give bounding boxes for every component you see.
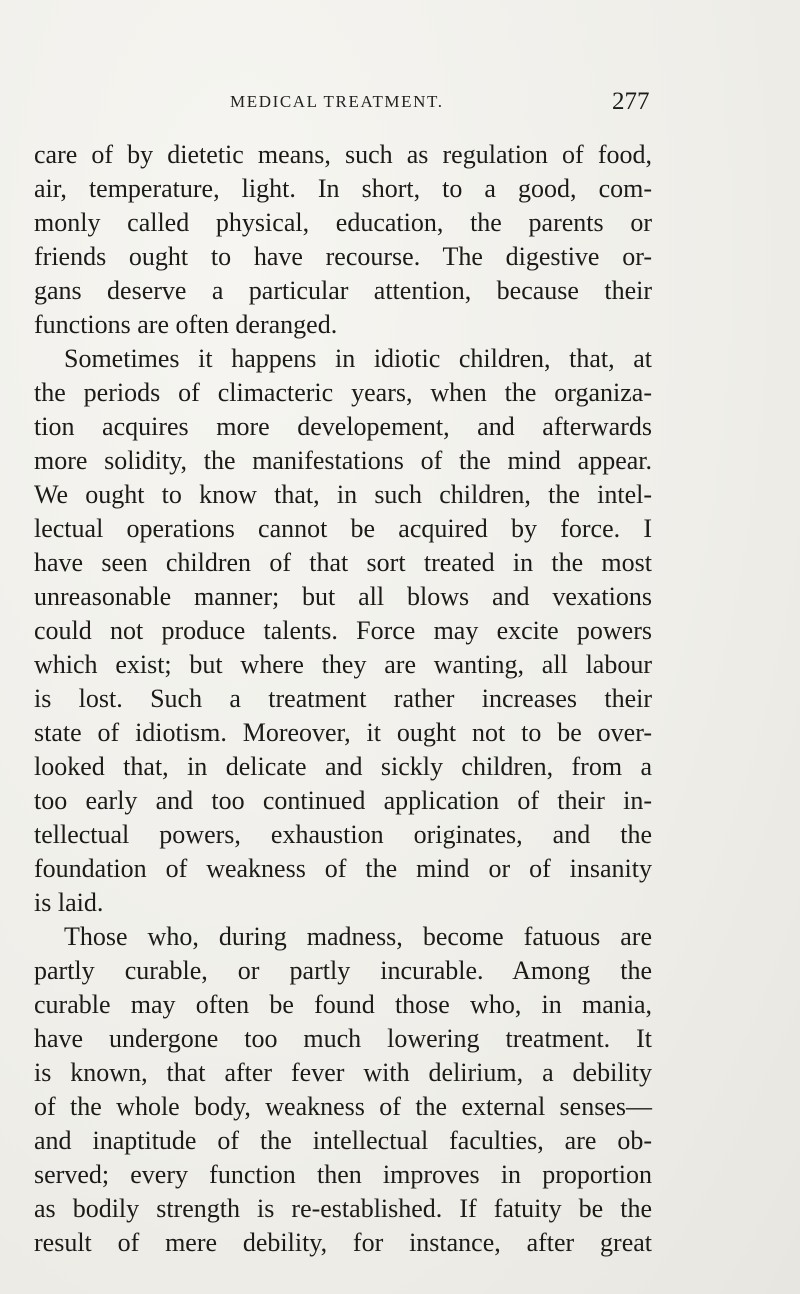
running-head (0, 88, 800, 118)
text-line: functions are often deranged. (34, 310, 338, 339)
text-line: partly curable, or partly incurable. Among the (34, 956, 652, 985)
text-line: more solidity, the manifestations of the mind appear. (34, 446, 652, 475)
text-line: tion acquires more developement, and afterwards (34, 412, 652, 441)
text-line: gans deserve a particular attention, because their (34, 276, 652, 305)
text-line: lectual operations cannot be acquired by force. I (34, 514, 652, 543)
text-line: have undergone too much lowering treatment. It (34, 1024, 652, 1053)
page-number: 277 (612, 88, 650, 115)
text-line: looked that, in delicate and sickly children, from a (34, 752, 652, 781)
text-line: is lost. Such a treatment rather increases their (34, 684, 652, 713)
text-line: air, temperature, light. In short, to a good, com- (34, 174, 652, 203)
text-line: as bodily strength is re-established. If fatuity be the (34, 1194, 652, 1223)
text-line: served; every function then improves in proportion (34, 1160, 652, 1189)
paragraph-3 (34, 920, 652, 1260)
text-line: which exist; but where they are wanting, all labour (34, 650, 652, 679)
running-title: MEDICAL TREATMENT. (230, 92, 444, 111)
text-line: is known, that after fever with delirium, a debility (34, 1058, 652, 1087)
text-line: too early and too continued application of their in- (34, 786, 652, 815)
paragraph-2 (34, 342, 652, 920)
text-line: We ought to know that, in such children, the intel- (34, 480, 652, 509)
text-line: care of by dietetic means, such as regulation of food, (34, 140, 652, 169)
text-line: the periods of climacteric years, when the organiza- (34, 378, 652, 407)
text-line: curable may often be found those who, in mania, (34, 990, 652, 1019)
text-line: and inaptitude of the intellectual faculties, are ob- (34, 1126, 652, 1155)
text-line: have seen children of that sort treated in the most (34, 548, 652, 577)
text-line: state of idiotism. Moreover, it ought not to be over- (34, 718, 652, 747)
text-line: Those who, during madness, become fatuous are (64, 922, 652, 951)
paragraph-1 (34, 138, 652, 342)
text-line: unreasonable manner; but all blows and vexations (34, 582, 652, 611)
text-line: tellectual powers, exhaustion originates, and the (34, 820, 652, 849)
text-line: is laid. (34, 888, 104, 917)
text-line: Sometimes it happens in idiotic children, that, at (64, 344, 652, 373)
text-line: friends ought to have recourse. The digestive or- (34, 242, 652, 271)
body-text (34, 138, 652, 1260)
text-line: of the whole body, weakness of the external senses— (34, 1092, 652, 1121)
text-line: result of mere debility, for instance, after great (34, 1228, 652, 1257)
text-line: foundation of weakness of the mind or of insanity (34, 854, 652, 883)
text-line: could not produce talents. Force may excite powers (34, 616, 652, 645)
text-line: monly called physical, education, the parents or (34, 208, 652, 237)
